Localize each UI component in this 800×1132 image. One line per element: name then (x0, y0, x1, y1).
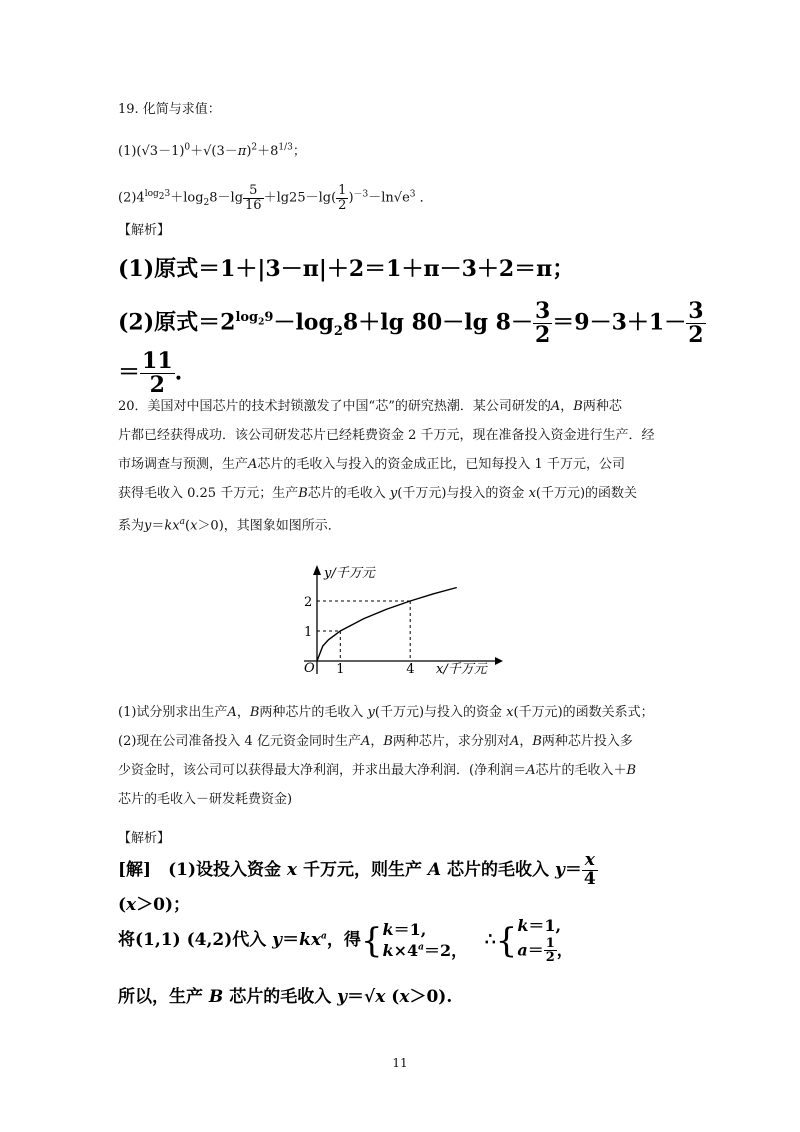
q20-question-2b: 少资金时，该公司可以获得最大净利润，并求出最大净利润．(净利润＝A芯片的毛收入＋B (118, 763, 637, 778)
q20-line-3: 市场调查与预测，生产A芯片的毛收入与投入的资金成正比，已知每投入 1 千万元，公司 (118, 457, 625, 472)
q19-part2: $(2)4^{log_23}+\log_28-\lg$ $\frac{5}{16}$ ＋lg25－lg( $\frac{1}{2}$ )$^{-3}-\ln√e^3$ ． (118, 183, 433, 213)
q20-line-1: 20．美国对中国芯片的技术封锁激发了中国“芯”的研究热潮．某公司研发的A，B两种芯 (118, 399, 622, 414)
y-tick-label-2: 2 (304, 595, 313, 610)
y-tick-label-1: 1 (304, 625, 313, 640)
q20-solution-b: (x＞0)； (118, 895, 191, 915)
q20-analysis-label: 【解析】 (118, 831, 171, 846)
q20-solution-c: 将(1,1) (4,2)代入 $y=kx^a$，得{ k＝1, $k\times 4^a=2$， ∴{ k＝1, a＝ $\frac{1}{2}$ ， (118, 916, 573, 966)
x-tick-label-4: 4 (406, 662, 415, 675)
y-axis-arrow (313, 565, 321, 575)
q20-question-1: (1)试分别求出生产A，B两种芯片的毛收入 y(千万元)与投入的资金 x(千万元)的函数关系式； (118, 705, 654, 720)
q19-analysis-label: 【解析】 (118, 223, 171, 238)
x-tick-label-1: 1 (336, 662, 345, 675)
q20-question-2c: 芯片的毛收入－研发耗费资金) (118, 792, 293, 807)
q20-line-4: 获得毛收入 0.25 千万元；生产B芯片的毛收入 y(千万元)与投入的资金 x(千万元)的函数关 (118, 486, 638, 501)
q19-solution-2: (2)原式$=2^{log_29}-\log_28+\lg$ 80－lg 8－ $\frac{3}{2}$ ＝9－3＋1－ $\frac{3}{2}$ (118, 298, 704, 349)
q20-statement (118, 392, 684, 540)
function-curve (317, 588, 457, 662)
function-graph (290, 560, 520, 675)
q19-part1: $(1)(√3-1)^0+√(3-\pi)^2+8^{1/3}$； (118, 142, 306, 159)
x-axis-arrow (495, 657, 503, 665)
q20-question-2a: (2)现在公司准备投入 4 亿元资金同时生产A，B两种芯片，求分别对A，B两种芯片投入多 (118, 734, 633, 749)
q19-title: 19. 化简与求值： (118, 102, 221, 117)
q20-solution-d: 所以，生产 B 芯片的毛收入 y＝√x (x＞0). (118, 987, 453, 1007)
x-axis-label: x/千万元 (436, 662, 487, 675)
origin-label: O (304, 661, 315, 675)
q19-solution-3: ＝ $\frac{11}{2}$ . (118, 348, 183, 399)
q20-questions (118, 698, 684, 814)
page-number: 11 (392, 1056, 408, 1070)
q20-line-2: 片都已经获得成功．该公司研发芯片已经耗费资金 2 千万元，现在准备投入资金进行生产．经 (118, 428, 655, 443)
q20-line-5: 系为$y=kx^a(x>0)$，其图象如图所示． (118, 517, 341, 534)
q20-solution-a: [解] (1)设投入资金 x 千万元，则生产 A 芯片的毛收入 y＝ $\frac{x}{4}$ (118, 850, 596, 889)
y-axis-label: y/千万元 (324, 566, 375, 581)
q19-solution-1: (1)原式＝1＋|3－π|＋2＝1＋π－3＋2＝π； (118, 256, 575, 282)
